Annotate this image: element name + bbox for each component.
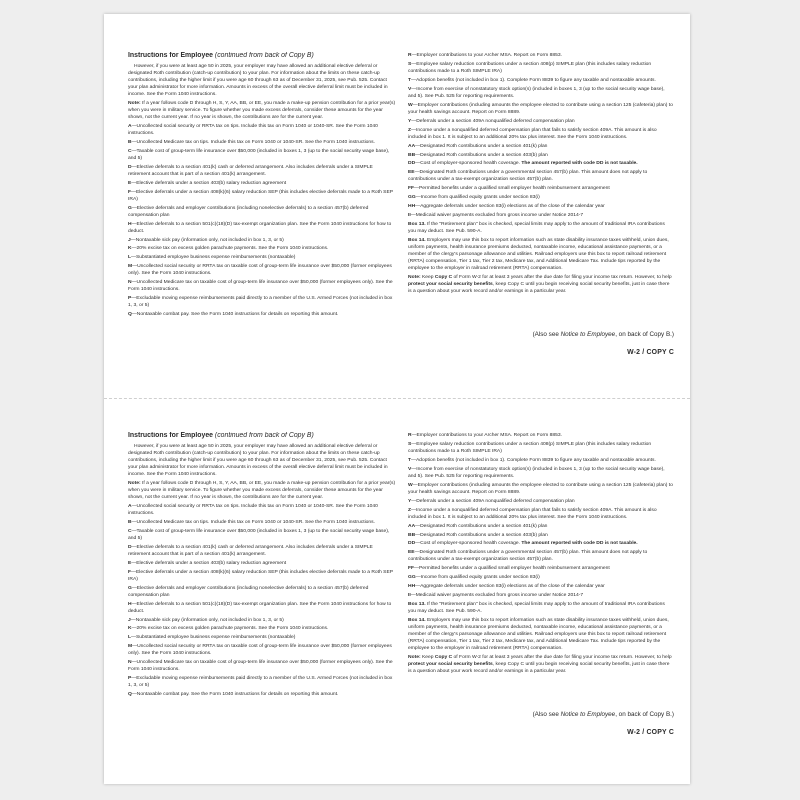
code-item xyxy=(408,185,674,192)
code-letter: Z xyxy=(408,127,412,133)
code-description: —Income from qualified equity grants under section 83(i) xyxy=(415,195,540,201)
code-letter: S xyxy=(408,441,412,447)
code-item xyxy=(408,457,674,464)
code-description: —Uncollected social security or RRTA tax on taxable cost of group-term life insurance over $50,000 (former employees only). See the Form 1040 instructions. xyxy=(128,264,392,277)
code-letter: C xyxy=(128,528,132,534)
code-letter: W xyxy=(408,482,413,488)
code-item xyxy=(128,263,396,277)
right-column xyxy=(408,52,674,297)
code-description: —Cost of employer-sponsored health coverage. xyxy=(415,161,522,167)
code-letter: G xyxy=(128,205,132,211)
code-letter: AA xyxy=(408,523,416,529)
code-letter: P xyxy=(128,296,132,302)
code-letter: E xyxy=(128,560,132,566)
code-item xyxy=(408,212,674,219)
code-item xyxy=(408,143,674,150)
code-letter: T xyxy=(408,457,412,463)
box14-text: Box 14. Employers may use this box to report information such as state disability insurance taxes withheld, union dues, uniform payments, health insurance premiums deducted, nontaxable income, educational assistance payments, or a member of the clergy's parsonage allowance and utilities. Railroad employers use this box to report railroad retirement (RRTA) compensation, Tier 1 tax, Tier 2 tax, Medicare tax, and Additional Medicare Tax. Include tips reported by the employee to the employer in railroad retirement (RRTA) compensation. xyxy=(408,237,669,272)
code-description: —Nontaxable combat pay. See the Form 1040 instructions for details on reporting this amount. xyxy=(131,312,339,318)
code-letter: H xyxy=(128,221,132,227)
code-letter: HH xyxy=(408,204,416,210)
code-description: —Income from exercise of nonstatutory stock option(s) (included in boxes 1, 3 (up to the social security wage base), and 5). See Pub. 525 for reporting requirements. xyxy=(408,86,665,99)
perforation-line xyxy=(104,398,690,399)
code-description: —Income from exercise of nonstatutory stock option(s) (included in boxes 1, 3 (up to the social security wage base), and 5). See Pub. 525 for reporting requirements. xyxy=(408,466,665,479)
code-description: —Elective deferrals to a section 401(k) cash or deferred arrangement. Also includes deferrals under a SIMPLE retirement account that is part of a section 401(k) arrangement. xyxy=(128,544,373,557)
code-description: —Designated Roth contributions under a section 403(b) plan xyxy=(415,532,548,538)
code-item xyxy=(128,180,396,187)
code-letter: EE xyxy=(408,550,415,556)
code-item xyxy=(128,221,396,235)
codes-list-right xyxy=(408,52,674,219)
code-description: —Employer contributions to your Archer MSA. Report on Form 8853. xyxy=(411,433,562,438)
code-letter: M xyxy=(128,264,133,270)
code-item xyxy=(128,544,396,558)
code-description: —Income from qualified equity grants under section 83(i) xyxy=(415,575,540,581)
code-description: —Employer contributions (including amounts the employee elected to contribute using a section 125 (cafeteria) plan) to your health savings account. Report on Form 8889. xyxy=(408,482,673,495)
code-description: —Elective deferrals under a section 403(b) salary reduction agreement xyxy=(131,560,287,566)
code-letter: Y xyxy=(408,118,412,124)
code-item xyxy=(408,466,674,480)
code-item xyxy=(408,574,674,581)
code-item xyxy=(408,592,674,599)
code-description: —Cost of employer-sponsored health coverage. xyxy=(415,541,522,547)
code-description: —20% excise tax on excess golden parachute payments. See the Form 1040 instructions. xyxy=(131,626,329,632)
code-description: —Deferrals under a section 409A nonqualified deferred compensation plan xyxy=(411,498,575,504)
code-item xyxy=(408,102,674,116)
code-letter: A xyxy=(128,123,132,129)
code-item xyxy=(128,659,396,673)
code-description: —Permitted benefits under a qualified small employer health reimbursement arrangement xyxy=(414,566,610,572)
code-description: —Aggregate deferrals under section 83(i) elections as of the close of the calendar year xyxy=(415,584,605,590)
code-description: —Medicaid waiver payments excluded from gross income under Notice 2014-7 xyxy=(410,592,584,598)
code-description: —Nontaxable sick pay (information only, not included in box 1, 3, or 5) xyxy=(130,237,284,243)
code-item xyxy=(408,203,674,210)
code-letter: P xyxy=(128,676,132,682)
code-letter: II xyxy=(408,592,411,598)
code-letter: Y xyxy=(408,498,412,504)
code-item xyxy=(408,498,674,505)
code-item xyxy=(408,86,674,100)
code-item xyxy=(408,118,674,125)
code-letter: J xyxy=(128,617,131,623)
code-description: —Uncollected Medicare tax on taxable cost of group-term life insurance over $50,000 (former employees only). See the Form 1040 instructions. xyxy=(128,280,393,293)
code-item xyxy=(408,532,674,539)
code-description: —Permitted benefits under a qualified small employer health reimbursement arrangement xyxy=(414,186,610,192)
code-description: —Excludable moving expense reimbursements paid directly to a member of the U.S. Armed Forces (not included in box 1, 3, or 5) xyxy=(128,296,393,309)
code-item xyxy=(128,189,396,203)
code-item xyxy=(408,540,674,547)
code-item xyxy=(128,519,396,526)
box13-text: Box 13. If the "Retirement plan" box is checked, special limits may apply to the amount of traditional IRA contributions you may deduct. See Pub. 590-A. xyxy=(408,221,665,234)
code-item xyxy=(408,441,674,455)
codes-list-left xyxy=(128,123,396,318)
code-item xyxy=(128,625,396,632)
box13-text: Box 13. If the "Retirement plan" box is checked, special limits may apply to the amount of traditional IRA contributions you may deduct. See Pub. 590-A. xyxy=(408,601,665,614)
also-see-note: (Also see Notice to Employee, on back of Copy B.) xyxy=(532,711,674,718)
left-column xyxy=(128,52,396,320)
code-letter: B xyxy=(128,139,132,145)
code-letter: DD xyxy=(408,161,416,167)
code-item xyxy=(408,152,674,159)
code-description: —Taxable cost of group-term life insurance over $50,000 (included in boxes 1, 3 (up to the social security wage base), and 5) xyxy=(128,148,390,161)
code-item xyxy=(128,569,396,583)
code-item xyxy=(128,585,396,599)
code-letter: A xyxy=(128,503,132,509)
code-item xyxy=(128,634,396,641)
code-letter: B xyxy=(128,519,132,525)
code-description: —Designated Roth contributions under a section 403(b) plan xyxy=(415,152,548,158)
code-item xyxy=(128,245,396,252)
code-letter: S xyxy=(408,61,412,67)
code-letter: R xyxy=(408,433,412,438)
code-letter: L xyxy=(128,635,132,641)
code-item xyxy=(408,127,674,141)
code-description: —Elective deferrals under a section 408(k)(6) salary reduction SEP (this includes elective deferrals made to a Roth SEP IRA) xyxy=(128,189,393,202)
copy-c-upper xyxy=(128,52,674,370)
code-description: —Uncollected Medicare tax on tips. Include this tax on Form 1040 or 1040-SR. See the Form 1040 instructions. xyxy=(131,519,376,525)
code-item xyxy=(408,61,674,75)
code-letter: W xyxy=(408,102,413,108)
code-item xyxy=(408,432,674,439)
code-description: —Nontaxable sick pay (information only, not included in box 1, 3, or 5) xyxy=(130,617,284,623)
code-item xyxy=(408,583,674,590)
code-item xyxy=(128,560,396,567)
code-description: —Excludable moving expense reimbursements paid directly to a member of the U.S. Armed Forces (not included in box 1, 3, or 5) xyxy=(128,676,393,689)
code-item xyxy=(128,139,396,146)
form-copy-label: W-2 / COPY C xyxy=(627,729,674,736)
code-description: —Uncollected Medicare tax on taxable cost of group-term life insurance over $50,000 (former employees only). See the Form 1040 instructions. xyxy=(128,660,393,673)
code-description: —Nontaxable combat pay. See the Form 1040 instructions for details on reporting this amount. xyxy=(131,692,339,698)
code-bold-note: The amount reported with code DD is not taxable. xyxy=(521,541,638,547)
code-description: —Uncollected social security or RRTA tax on tips. Include this tax on Form 1040 or 1040-SR. See the Form 1040 instructions. xyxy=(128,123,378,136)
code-letter: H xyxy=(128,601,132,607)
code-letter: K xyxy=(128,626,132,632)
code-description: —Income under a nonqualified deferred compensation plan that fails to satisfy section 409A. This amount is also included in box 1. It is subject to an additional 20% tax plus interest. See the Form 1040 instructions. xyxy=(408,507,657,520)
code-letter: EE xyxy=(408,170,415,176)
code-letter: C xyxy=(128,148,132,154)
code-description: —Elective deferrals and employer contributions (including nonelective deferrals) to a section 457(b) deferred compensation plan xyxy=(128,205,369,218)
code-letter: HH xyxy=(408,584,416,590)
code-description: —Elective deferrals to a section 401(k) cash or deferred arrangement. Also includes deferrals under a SIMPLE retirement account that is part of a section 401(k) arrangement. xyxy=(128,164,373,177)
code-description: —Employee salary reduction contributions under a section 408(p) SIMPLE plan (this includes salary reduction contributions made to a Roth SIMPLE IRA) xyxy=(408,61,652,74)
code-letter: BB xyxy=(408,152,416,158)
code-letter: R xyxy=(408,53,412,58)
code-letter: F xyxy=(128,189,132,195)
box14-text: Box 14. Employers may use this box to report information such as state disability insurance taxes withheld, union dues, uniform payments, health insurance premiums deducted, nontaxable income, educational assistance payments, or a member of the clergy's parsonage allowance and utilities. Railroad employers use this box to report railroad retirement (RRTA) compensation, Tier 1 tax, Tier 2 tax, Medicare tax, and Additional Medicare Tax. Include tips reported by the employee to the employer in railroad retirement (RRTA) compensation. xyxy=(408,617,669,652)
code-description: —Adoption benefits (not included in box 1). Complete Form 8839 to figure any taxable and nontaxable amounts. xyxy=(411,457,656,463)
code-item xyxy=(128,691,396,698)
code-description: —Medicaid waiver payments excluded from gross income under Notice 2014-7 xyxy=(410,212,584,218)
code-description: —Uncollected social security or RRTA tax on taxable cost of group-term life insurance over $50,000 (former employees only). See the Form 1040 instructions. xyxy=(128,644,392,657)
military-note: Note: If a year follows code D through H, S, Y, AA, BB, or EE, you made a make-up pension contribution for a prior year(s) when you were in military service. To figure whether you made excess deferrals, consider these amounts for the year shown, not the current year. If no year is shown, the contributions are for the current year. xyxy=(128,480,396,500)
instructions-title: Instructions for Employee (continued from back of Copy B) xyxy=(128,432,314,439)
left-column xyxy=(128,432,396,700)
code-description: —Elective deferrals to a section 501(c)(18)(D) tax-exempt organization plan. See the Form 1040 instructions for how to deduct. xyxy=(128,601,392,614)
code-letter: E xyxy=(128,180,132,186)
code-item xyxy=(128,311,396,318)
code-item xyxy=(128,643,396,657)
code-letter: F xyxy=(128,569,132,575)
code-letter: Q xyxy=(128,312,132,318)
code-description: —Employer contributions (including amounts the employee elected to contribute using a section 125 (cafeteria) plan) to your health savings account. Report on Form 8889. xyxy=(408,102,673,115)
code-letter: Q xyxy=(128,692,132,698)
code-description: —Designated Roth contributions under a governmental section 457(b) plan. This amount does not apply to contributions under a tax-exempt organization section 457(b) plan. xyxy=(408,550,648,563)
instructions-title: Instructions for Employee (continued from back of Copy B) xyxy=(128,52,314,59)
code-description: —Elective deferrals to a section 501(c)(18)(D) tax-exempt organization plan. See the Form 1040 instructions for how to deduct. xyxy=(128,221,392,234)
code-letter: J xyxy=(128,237,131,243)
form-copy-label: W-2 / COPY C xyxy=(627,349,674,356)
code-letter: GG xyxy=(408,575,416,581)
code-description: —Employee salary reduction contributions under a section 408(p) SIMPLE plan (this includes salary reduction contributions made to a Roth SIMPLE IRA) xyxy=(408,441,652,454)
code-letter: FF xyxy=(408,186,415,192)
code-description: —Designated Roth contributions under a section 401(k) plan xyxy=(415,143,548,149)
code-description: —Elective deferrals and employer contributions (including nonelective deferrals) to a section 457(b) deferred compensation plan xyxy=(128,585,369,598)
code-description: —Uncollected Medicare tax on tips. Include this tax on Form 1040 or 1040-SR. See the Form 1040 instructions. xyxy=(131,139,376,145)
codes-list-right xyxy=(408,432,674,599)
code-letter: L xyxy=(128,255,132,261)
code-description: —Designated Roth contributions under a section 401(k) plan xyxy=(415,523,548,529)
code-description: —Substantiated employee business expense reimbursements (nontaxable) xyxy=(131,635,296,641)
code-description: —Uncollected social security or RRTA tax on tips. Include this tax on Form 1040 or 1040-SR. See the Form 1040 instructions. xyxy=(128,503,378,516)
code-item xyxy=(128,601,396,615)
code-item xyxy=(408,482,674,496)
code-item xyxy=(408,77,674,84)
code-letter: AA xyxy=(408,143,416,149)
code-description: —Income under a nonqualified deferred compensation plan that fails to satisfy section 409A. This amount is also included in box 1. It is subject to an additional 20% tax plus interest. See the Form 1040 instructions. xyxy=(408,127,657,140)
right-column xyxy=(408,432,674,677)
code-description: —Elective deferrals under a section 403(b) salary reduction agreement xyxy=(131,180,287,186)
code-item xyxy=(408,507,674,521)
code-letter: GG xyxy=(408,195,416,201)
code-description: —Substantiated employee business expense reimbursements (nontaxable) xyxy=(131,255,296,261)
code-item xyxy=(128,148,396,162)
code-description: —Designated Roth contributions under a governmental section 457(b) plan. This amount does not apply to contributions under a tax-exempt organization section 457(b) plan. xyxy=(408,170,648,183)
code-description: —Aggregate deferrals under section 83(i) elections as of the close of the calendar year xyxy=(415,204,605,210)
intro-paragraph: However, if you were at least age 50 in 2025, your employer may have allowed an additional elective deferral or designated Roth contribution (catch-up contribution) to your plan. For information about the limits on these catch-up contributions, including the higher limit if you were age 60 through 63 as of December 31, 2025, see Pub. 525. Contact your plan administrator for more information. Amounts in excess of the overall elective deferral limit must be included in income. See the Form 1040 instructions. xyxy=(128,443,388,477)
code-description: —Adoption benefits (not included in box 1). Complete Form 8839 to figure any taxable and nontaxable amounts. xyxy=(411,77,656,83)
code-description: —Taxable cost of group-term life insurance over $50,000 (included in boxes 1, 3 (up to the social security wage base), and 5) xyxy=(128,528,390,541)
code-item xyxy=(408,523,674,530)
code-letter: FF xyxy=(408,566,415,572)
code-letter: D xyxy=(128,164,132,170)
code-item xyxy=(128,237,396,244)
keep-copy-note: Note: Keep Copy C of Form W-2 for at least 3 years after the due date for filing your income tax return. However, to help protect your social security benefits, keep Copy C until you begin receiving social security benefits, just in case there is a question about your work record and/or earnings in a particular year. xyxy=(408,275,672,295)
also-see-note: (Also see Notice to Employee, on back of Copy B.) xyxy=(532,331,674,338)
code-item xyxy=(128,617,396,624)
code-letter: T xyxy=(408,77,412,83)
code-item xyxy=(128,123,396,137)
code-item xyxy=(128,295,396,309)
code-item xyxy=(128,279,396,293)
code-letter: G xyxy=(128,585,132,591)
code-description: —Deferrals under a section 409A nonqualified deferred compensation plan xyxy=(411,118,575,124)
code-item xyxy=(128,528,396,542)
code-item xyxy=(408,565,674,572)
code-description: —Employer contributions to your Archer MSA. Report on Form 8853. xyxy=(411,53,562,58)
code-letter: V xyxy=(408,86,412,92)
code-item xyxy=(128,205,396,219)
code-item xyxy=(128,675,396,689)
code-item xyxy=(408,194,674,201)
copy-c-lower xyxy=(128,432,674,750)
code-letter: D xyxy=(128,544,132,550)
code-bold-note: The amount reported with code DD is not taxable. xyxy=(521,161,638,167)
code-letter: II xyxy=(408,212,411,218)
code-item xyxy=(128,503,396,517)
code-letter: N xyxy=(128,280,132,286)
code-item xyxy=(128,164,396,178)
code-letter: BB xyxy=(408,532,416,538)
keep-copy-note: Note: Keep Copy C of Form W-2 for at least 3 years after the due date for filing your income tax return. However, to help protect your social security benefits, keep Copy C until you begin receiving social security benefits, just in case there is a question about your work record and/or earnings in a particular year. xyxy=(408,655,672,675)
code-letter: N xyxy=(128,660,132,666)
intro-paragraph: However, if you were at least age 50 in 2025, your employer may have allowed an additional elective deferral or designated Roth contribution (catch-up contribution) to your plan. For information about the limits on these catch-up contributions, including the higher limit if you were age 60 through 63 as of December 31, 2025, see Pub. 525. Contact your plan administrator for more information. Amounts in excess of the overall elective deferral limit must be included in income. See the Form 1040 instructions. xyxy=(128,63,388,97)
code-description: —Elective deferrals under a section 408(k)(6) salary reduction SEP (this includes elective deferrals made to a Roth SEP IRA) xyxy=(128,569,393,582)
code-letter: K xyxy=(128,246,132,252)
code-letter: DD xyxy=(408,541,416,547)
code-item xyxy=(408,52,674,59)
code-description: —20% excise tax on excess golden parachute payments. See the Form 1040 instructions. xyxy=(131,246,329,252)
code-letter: Z xyxy=(408,507,412,513)
code-item xyxy=(128,254,396,261)
code-item xyxy=(408,549,674,563)
code-item xyxy=(408,160,674,167)
codes-list-left xyxy=(128,503,396,698)
code-letter: V xyxy=(408,466,412,472)
code-letter: M xyxy=(128,644,133,650)
military-note: Note: If a year follows code D through H, S, Y, AA, BB, or EE, you made a make-up pension contribution for a prior year(s) when you were in military service. To figure whether you made excess deferrals, consider these amounts for the year shown, not the current year. If no year is shown, the contributions are for the current year. xyxy=(128,100,396,120)
code-item xyxy=(408,169,674,183)
